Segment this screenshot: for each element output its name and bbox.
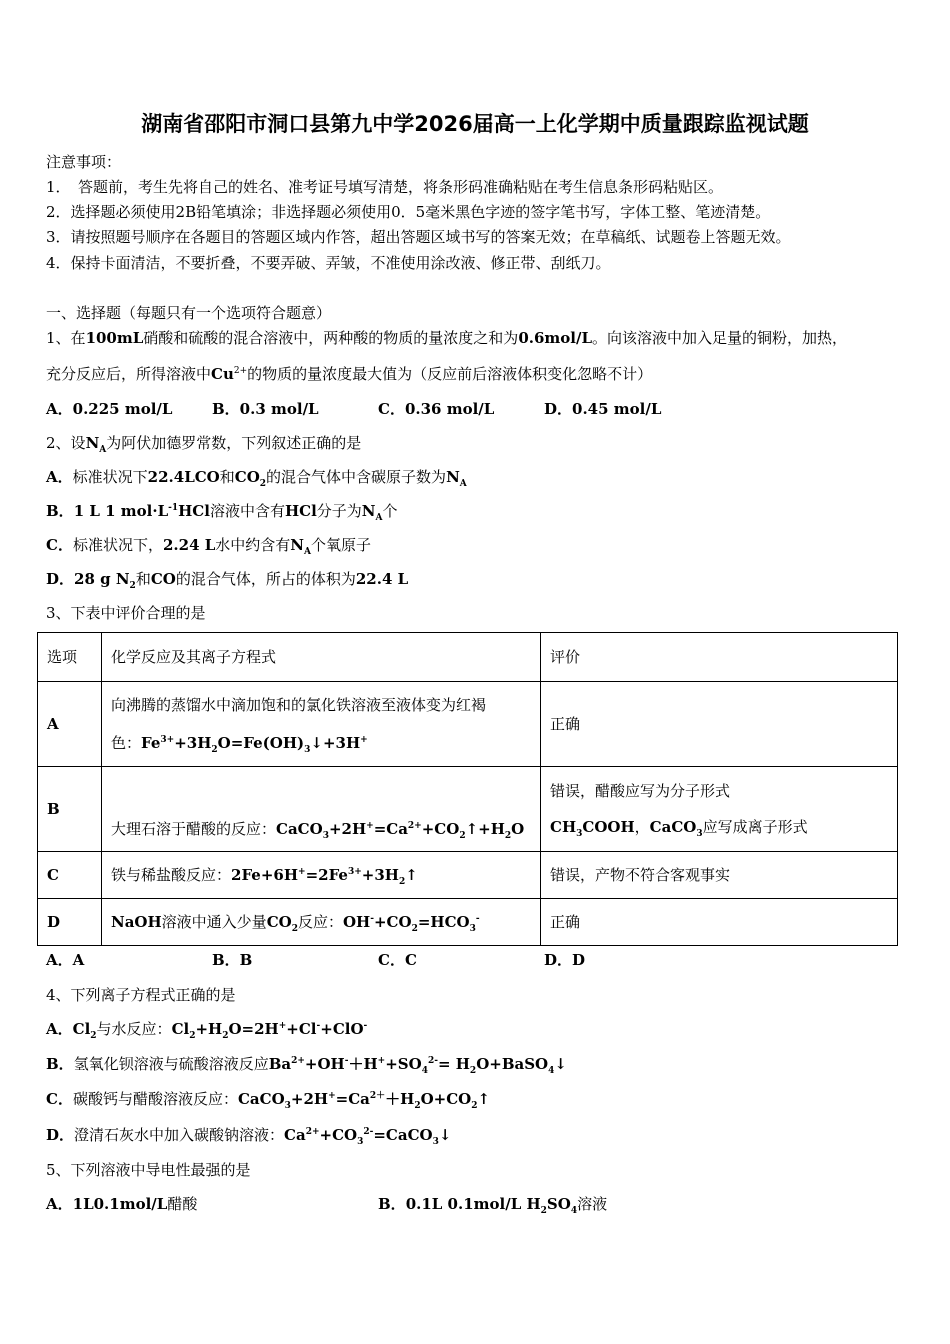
q3-option-a[interactable]: A．A xyxy=(46,951,85,969)
row-option-c: C xyxy=(38,852,102,899)
table-row xyxy=(38,852,898,899)
row-a-reaction: 向沸腾的蒸馏水中滴加饱和的氯化铁溶液至液体变为红褐 色：$Fe^{3+}+3H_2O=Fe(OH)_3↓+3H^+$ xyxy=(102,682,541,767)
q1-number: 1、 xyxy=(46,329,71,347)
q1-option-a[interactable]: A．0.225 mol/L xyxy=(46,400,173,418)
notice-item-2: 2．选择题必须使用2B铅笔填涂；非选择题必须使用0．5毫米黑色字迹的签字笔书写，字体工整、笔迹清楚。 xyxy=(46,203,771,221)
q4-stem: 4、下列离子方程式正确的是 xyxy=(46,986,236,1004)
notice-item-4: 4．保持卡面清洁，不要折叠，不要弄破、弄皱，不准使用涂改液、修正带、刮纸刀。 xyxy=(46,254,611,272)
q5-option-a[interactable]: A．1L0.1mol/L醋酸 xyxy=(46,1195,198,1213)
row-d-evaluation: 正确 xyxy=(541,899,898,946)
q3-evaluation-table xyxy=(37,632,898,946)
row-b-reaction: 大理石溶于醋酸的反应：$CaCO_3+2H^+=Ca^{2+}+CO_2↑+H_2O$ xyxy=(102,767,541,852)
row-a-evaluation: 正确 xyxy=(541,682,898,767)
notice-item-1: 1． 答题前，考生先将自己的姓名、准考证号填写清楚，将条形码准确粘贴在考生信息条形码粘贴区。 xyxy=(46,178,724,196)
q1-option-d[interactable]: D．0.45 mol/L xyxy=(544,400,662,418)
q2-stem: 2、设$N_A$为阿伏加德罗常数，下列叙述正确的是 xyxy=(46,434,362,455)
row-b-evaluation: 错误，醋酸应写为分子形式 $CH_3COOH$，CaCO$_3$应写成离子形式 xyxy=(541,767,898,852)
table-header-row xyxy=(38,633,898,682)
table-row xyxy=(38,682,898,767)
q1-option-c[interactable]: C．0.36 mol/L xyxy=(378,400,495,418)
q2-number: 2、 xyxy=(46,434,71,452)
q3-number: 3、 xyxy=(46,604,71,622)
q4-option-d[interactable]: D．澄清石灰水中加入碳酸钠溶液：$Ca^{2+}+CO_3^{2-}=CaCO_3↓$ xyxy=(46,1126,452,1147)
q3-option-b[interactable]: B．B xyxy=(212,951,253,969)
header-option: 选项 xyxy=(38,633,102,682)
table-row xyxy=(38,767,898,852)
q4-option-c[interactable]: C．碳酸钙与醋酸溶液反应：$CaCO_3+2H^+=Ca^{2+}+H_2O+CO_2↑$ xyxy=(46,1090,491,1111)
q2-option-b[interactable]: B．1 L 1 $mol\cdot L^{-1}HCl$溶液中含有HCl分子为$N_A$个 xyxy=(46,502,398,523)
q3-stem: 3、下表中评价合理的是 xyxy=(46,604,206,622)
section-heading: 一、选择题（每题只有一个选项符合题意） xyxy=(46,304,332,322)
q5-number: 5、 xyxy=(46,1161,71,1179)
row-d-reaction: NaOH溶液中通入少量$CO_2$反应：$OH^-+CO_2=HCO_3^-$ xyxy=(102,899,541,946)
q4-number: 4、 xyxy=(46,986,71,1004)
notice-item-3: 3．请按照题号顺序在各题目的答题区域内作答，超出答题区域书写的答案无效；在草稿纸、试题卷上答题无效。 xyxy=(46,228,791,246)
q4-option-a[interactable]: A．$Cl_2$与水反应：$Cl_2+H_2O=2H^++Cl^-+ClO^-$ xyxy=(46,1020,368,1041)
q1-stem-line2: 充分反应后，所得溶液中$Cu^{2+}$的物质的量浓度最大值为（反应前后溶液体积变化忽略不计） xyxy=(46,365,653,383)
q5-stem: 5、下列溶液中导电性最强的是 xyxy=(46,1161,251,1179)
q4-option-b[interactable]: B．氢氧化钡溶液与硫酸溶液反应$Ba^{2+}+OH^-+H^++SO_4^{2-}=$ $H_2O+BaSO_4↓$ xyxy=(46,1055,567,1076)
page-title: 湖南省邵阳市洞口县第九中学2026届高一上化学期中质量跟踪监视试题 xyxy=(141,112,809,136)
row-c-reaction: 铁与稀盐酸反应：$2Fe+6H^+=2Fe^{3+}+3H_2↑$ xyxy=(102,852,541,899)
q1-option-b[interactable]: B．0.3 mol/L xyxy=(212,400,319,418)
row-c-evaluation: 错误，产物不符合客观事实 xyxy=(541,852,898,899)
q3-option-d[interactable]: D．D xyxy=(544,951,586,969)
q1-stem-line1: 1、在100mL硝酸和硫酸的混合溶液中，两种酸的物质的量浓度之和为0.6mol/L。向该溶液中加入足量的铜粉，加热， xyxy=(46,329,848,347)
q2-option-c[interactable]: C．标准状况下，2.24 L水中约含有$N_A$个氧原子 xyxy=(46,536,372,557)
row-option-a: A xyxy=(38,682,102,767)
q5-option-b[interactable]: B．0.1L 0.1mol/L $H_2SO_4$溶液 xyxy=(378,1195,608,1216)
notice-heading: 注意事项： xyxy=(46,153,122,171)
table-row xyxy=(38,899,898,946)
row-option-b: B xyxy=(38,767,102,852)
row-option-d: D xyxy=(38,899,102,946)
q2-option-d[interactable]: D．28 g $N_2$和CO的混合气体，所占的体积为22.4 L xyxy=(46,570,409,591)
q3-option-c[interactable]: C．C xyxy=(378,951,417,969)
header-evaluation: 评价 xyxy=(541,633,898,682)
q2-option-a[interactable]: A．标准状况下22.4LCO和$CO_2$的混合气体中含碳原子数为$N_A$ xyxy=(46,468,467,489)
header-reaction: 化学反应及其离子方程式 xyxy=(102,633,541,682)
